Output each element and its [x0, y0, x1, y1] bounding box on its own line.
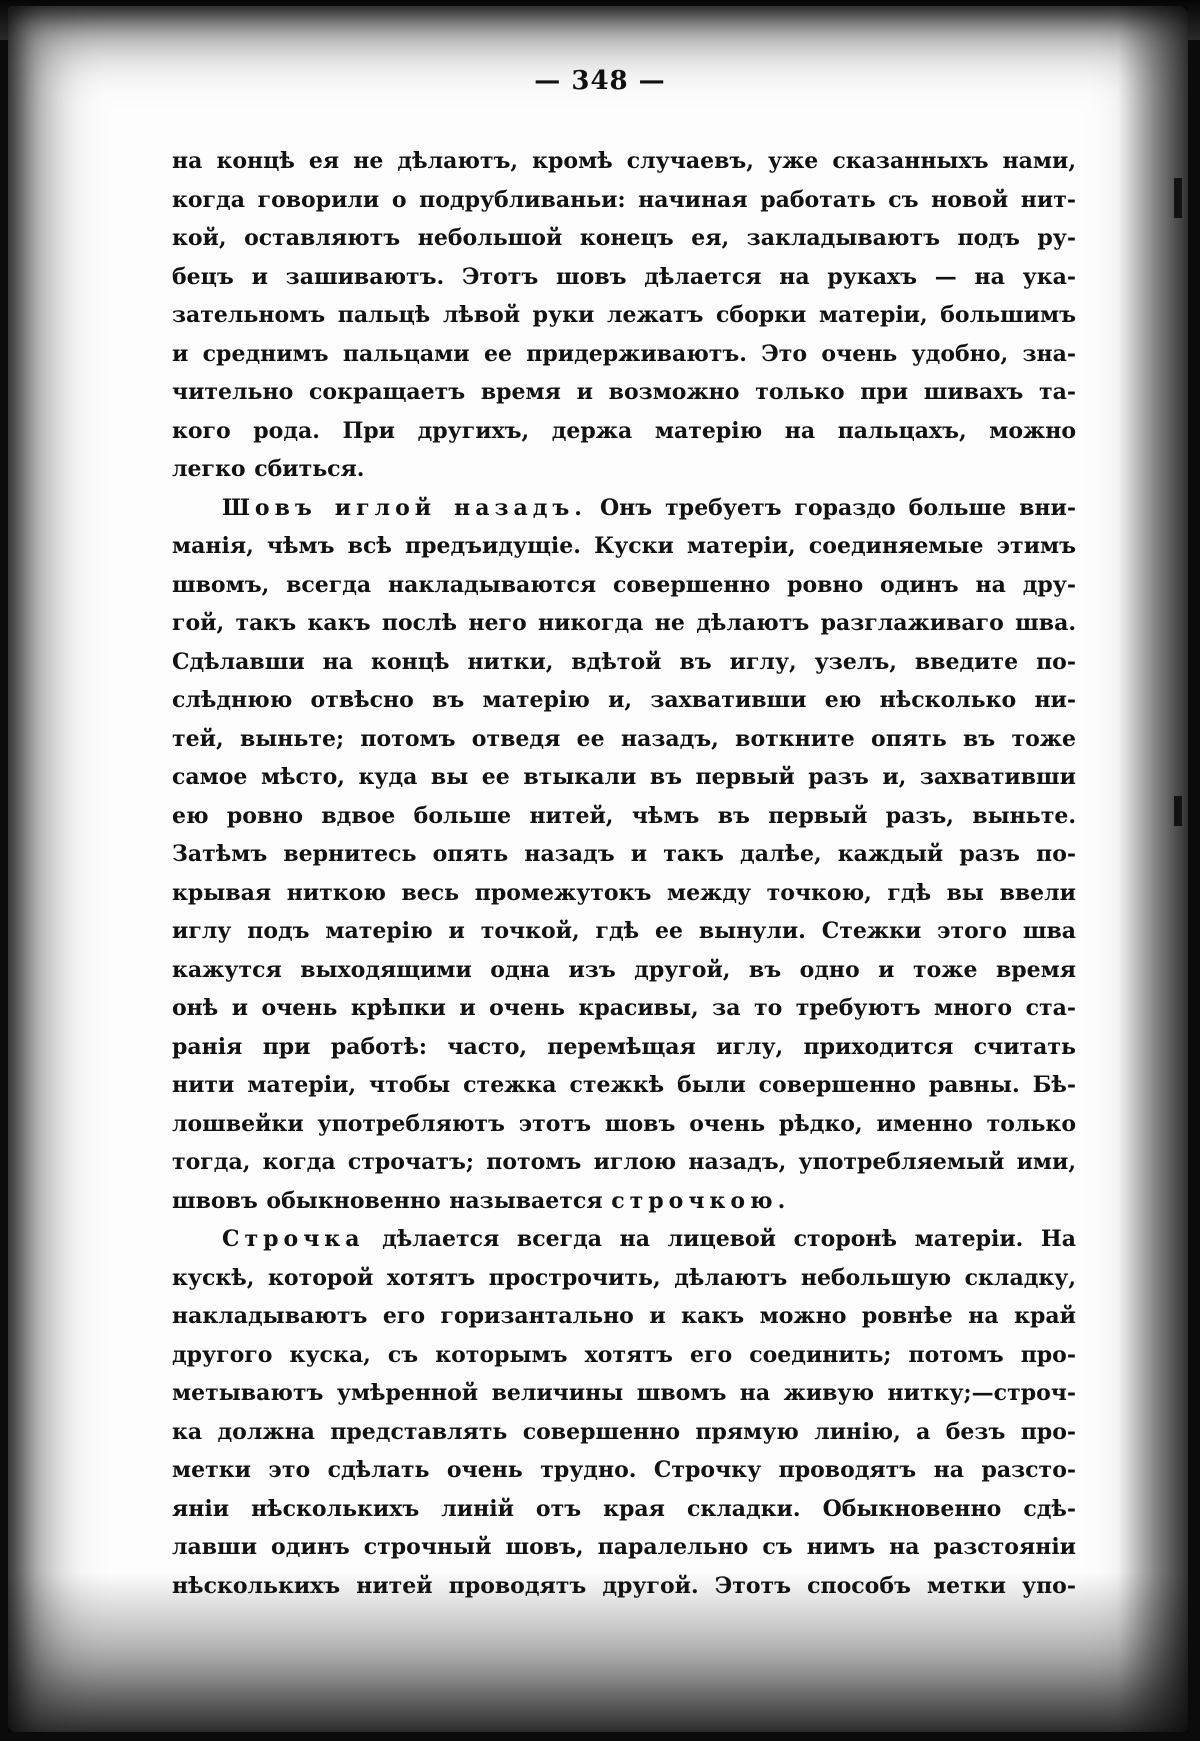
text-line-rest: Онъ требуетъ гораздо больше вни-: [600, 495, 1076, 521]
text-line: метки это сдѣлать очень трудно. Строчку проводятъ на разсто-: [172, 1451, 1076, 1490]
text-line: манія, чѣмъ всѣ предъидущіе. Куски матеріи, соединяемые этимъ: [172, 527, 1076, 566]
text-line-rest: дѣлается всегда на лицевой сторонѣ матеріи. На: [382, 1226, 1076, 1252]
text-line: ка должна представлять совершенно прямую линію, а безъ про-: [172, 1413, 1076, 1452]
text-line: ею ровно вдвое больше нитей, чѣмъ въ первый разъ, выньте.: [172, 797, 1076, 836]
text-line: кажутся выходящими одна изъ другой, въ одно и тоже время: [172, 951, 1076, 990]
text-line: чительно сокращаетъ время и возможно только при шивахъ та-: [172, 373, 1076, 412]
section-term: Шовъ иглой назадъ.: [222, 495, 587, 521]
text-line: тей, выньте; потомъ отведя ее назадъ, воткните опять въ тоже: [172, 720, 1076, 759]
text-line: кой, оставляютъ небольшой конецъ ея, закладываютъ подъ ру-: [172, 219, 1076, 258]
text-line: кускѣ, которой хотятъ простpочить, дѣлаютъ небольшую складку,: [172, 1259, 1076, 1298]
text-line: нити матеріи, чтобы стежка стежкѣ были совершенно равны. Бѣ-: [172, 1066, 1076, 1105]
text-line: Сдѣлавши на концѣ нитки, вдѣтой въ иглу, узелъ, введите по-: [172, 643, 1076, 682]
text-line: легко сбиться.: [172, 450, 1076, 489]
text-line: Затѣмъ вернитесь опять назадъ и такъ далѣе, каждый разъ по-: [172, 835, 1076, 874]
margin-mark: [1174, 796, 1182, 826]
text-line: и среднимъ пальцами ее придерживаютъ. Это очень удобно, зна-: [172, 335, 1076, 374]
text-line: ранія при работѣ: часто, перемѣщая иглу, приходится считать: [172, 1028, 1076, 1067]
text-line: швомъ, всегда накладываются совершенно ровно одинъ на дру-: [172, 566, 1076, 605]
text-line: зательномъ пальцѣ лѣвой руки лежатъ сборки матеріи, большимъ: [172, 296, 1076, 335]
text-line: крывая ниткою весь промежутокъ между точкою, гдѣ вы ввели: [172, 874, 1076, 913]
margin-mark: [1174, 178, 1182, 218]
body-text: [172, 142, 1076, 1605]
text-line: кого рода. При другихъ, держа матерію на пальцахъ, можно: [172, 412, 1076, 451]
text-line: слѣднюю отвѣсно въ матерію и, захвативши ею нѣсколько ни-: [172, 681, 1076, 720]
text-line: накладываютъ его горизантально и какъ можно ровнѣе на край: [172, 1297, 1076, 1336]
text-line: самое мѣсто, куда вы ее втыкали въ первый разъ и, захвативши: [172, 758, 1076, 797]
text-line: тогда, когда строчатъ; потомъ иглою назадъ, употребляемый ими,: [172, 1143, 1076, 1182]
text-line: метываютъ умѣренной величины швомъ на живую нитку;—строч-: [172, 1374, 1076, 1413]
section-term: Строчка: [222, 1226, 364, 1252]
text-line: яніи нѣсколькихъ линій отъ края складки. Обыкновенно сдѣ-: [172, 1490, 1076, 1529]
text-line: лошвейки употребляютъ этотъ шовъ очень рѣдко, именно только: [172, 1105, 1076, 1144]
text-line: бецъ и зашиваютъ. Этотъ шовъ дѣлается на рукахъ — на ука-: [172, 258, 1076, 297]
text-line: гой, такъ какъ послѣ него никогда не дѣлаютъ разглаживаго шва.: [172, 604, 1076, 643]
page-number: — 348 —: [0, 66, 1200, 96]
paragraph-start-line: [172, 1220, 1076, 1259]
text-line: лавши одинъ строчный шовъ, паралельно съ нимъ на разстояніи: [172, 1528, 1076, 1567]
text-line: другого куска, съ которымъ хотятъ его соединить; потомъ про-: [172, 1336, 1076, 1375]
paragraph-start-line: [172, 489, 1076, 528]
section-term: строчкою.: [611, 1188, 790, 1214]
text-line: онѣ и очень крѣпки и очень красивы, за то требуютъ много ста-: [172, 989, 1076, 1028]
text-line: иглу подъ матерію и точкой, гдѣ ее вынули. Стежки этого шва: [172, 912, 1076, 951]
paragraph-end-line: [172, 1182, 1076, 1221]
text-line: нѣсколькихъ нитей проводятъ другой. Этотъ способъ метки упо-: [172, 1567, 1076, 1606]
text-line: на концѣ ея не дѣлаютъ, кромѣ случаевъ, уже сказанныхъ нами,: [172, 142, 1076, 181]
text-line: швовъ обыкновенно называется: [172, 1188, 603, 1214]
text-line: когда говорили о подрубливаньи: начиная работать съ новой нит-: [172, 181, 1076, 220]
